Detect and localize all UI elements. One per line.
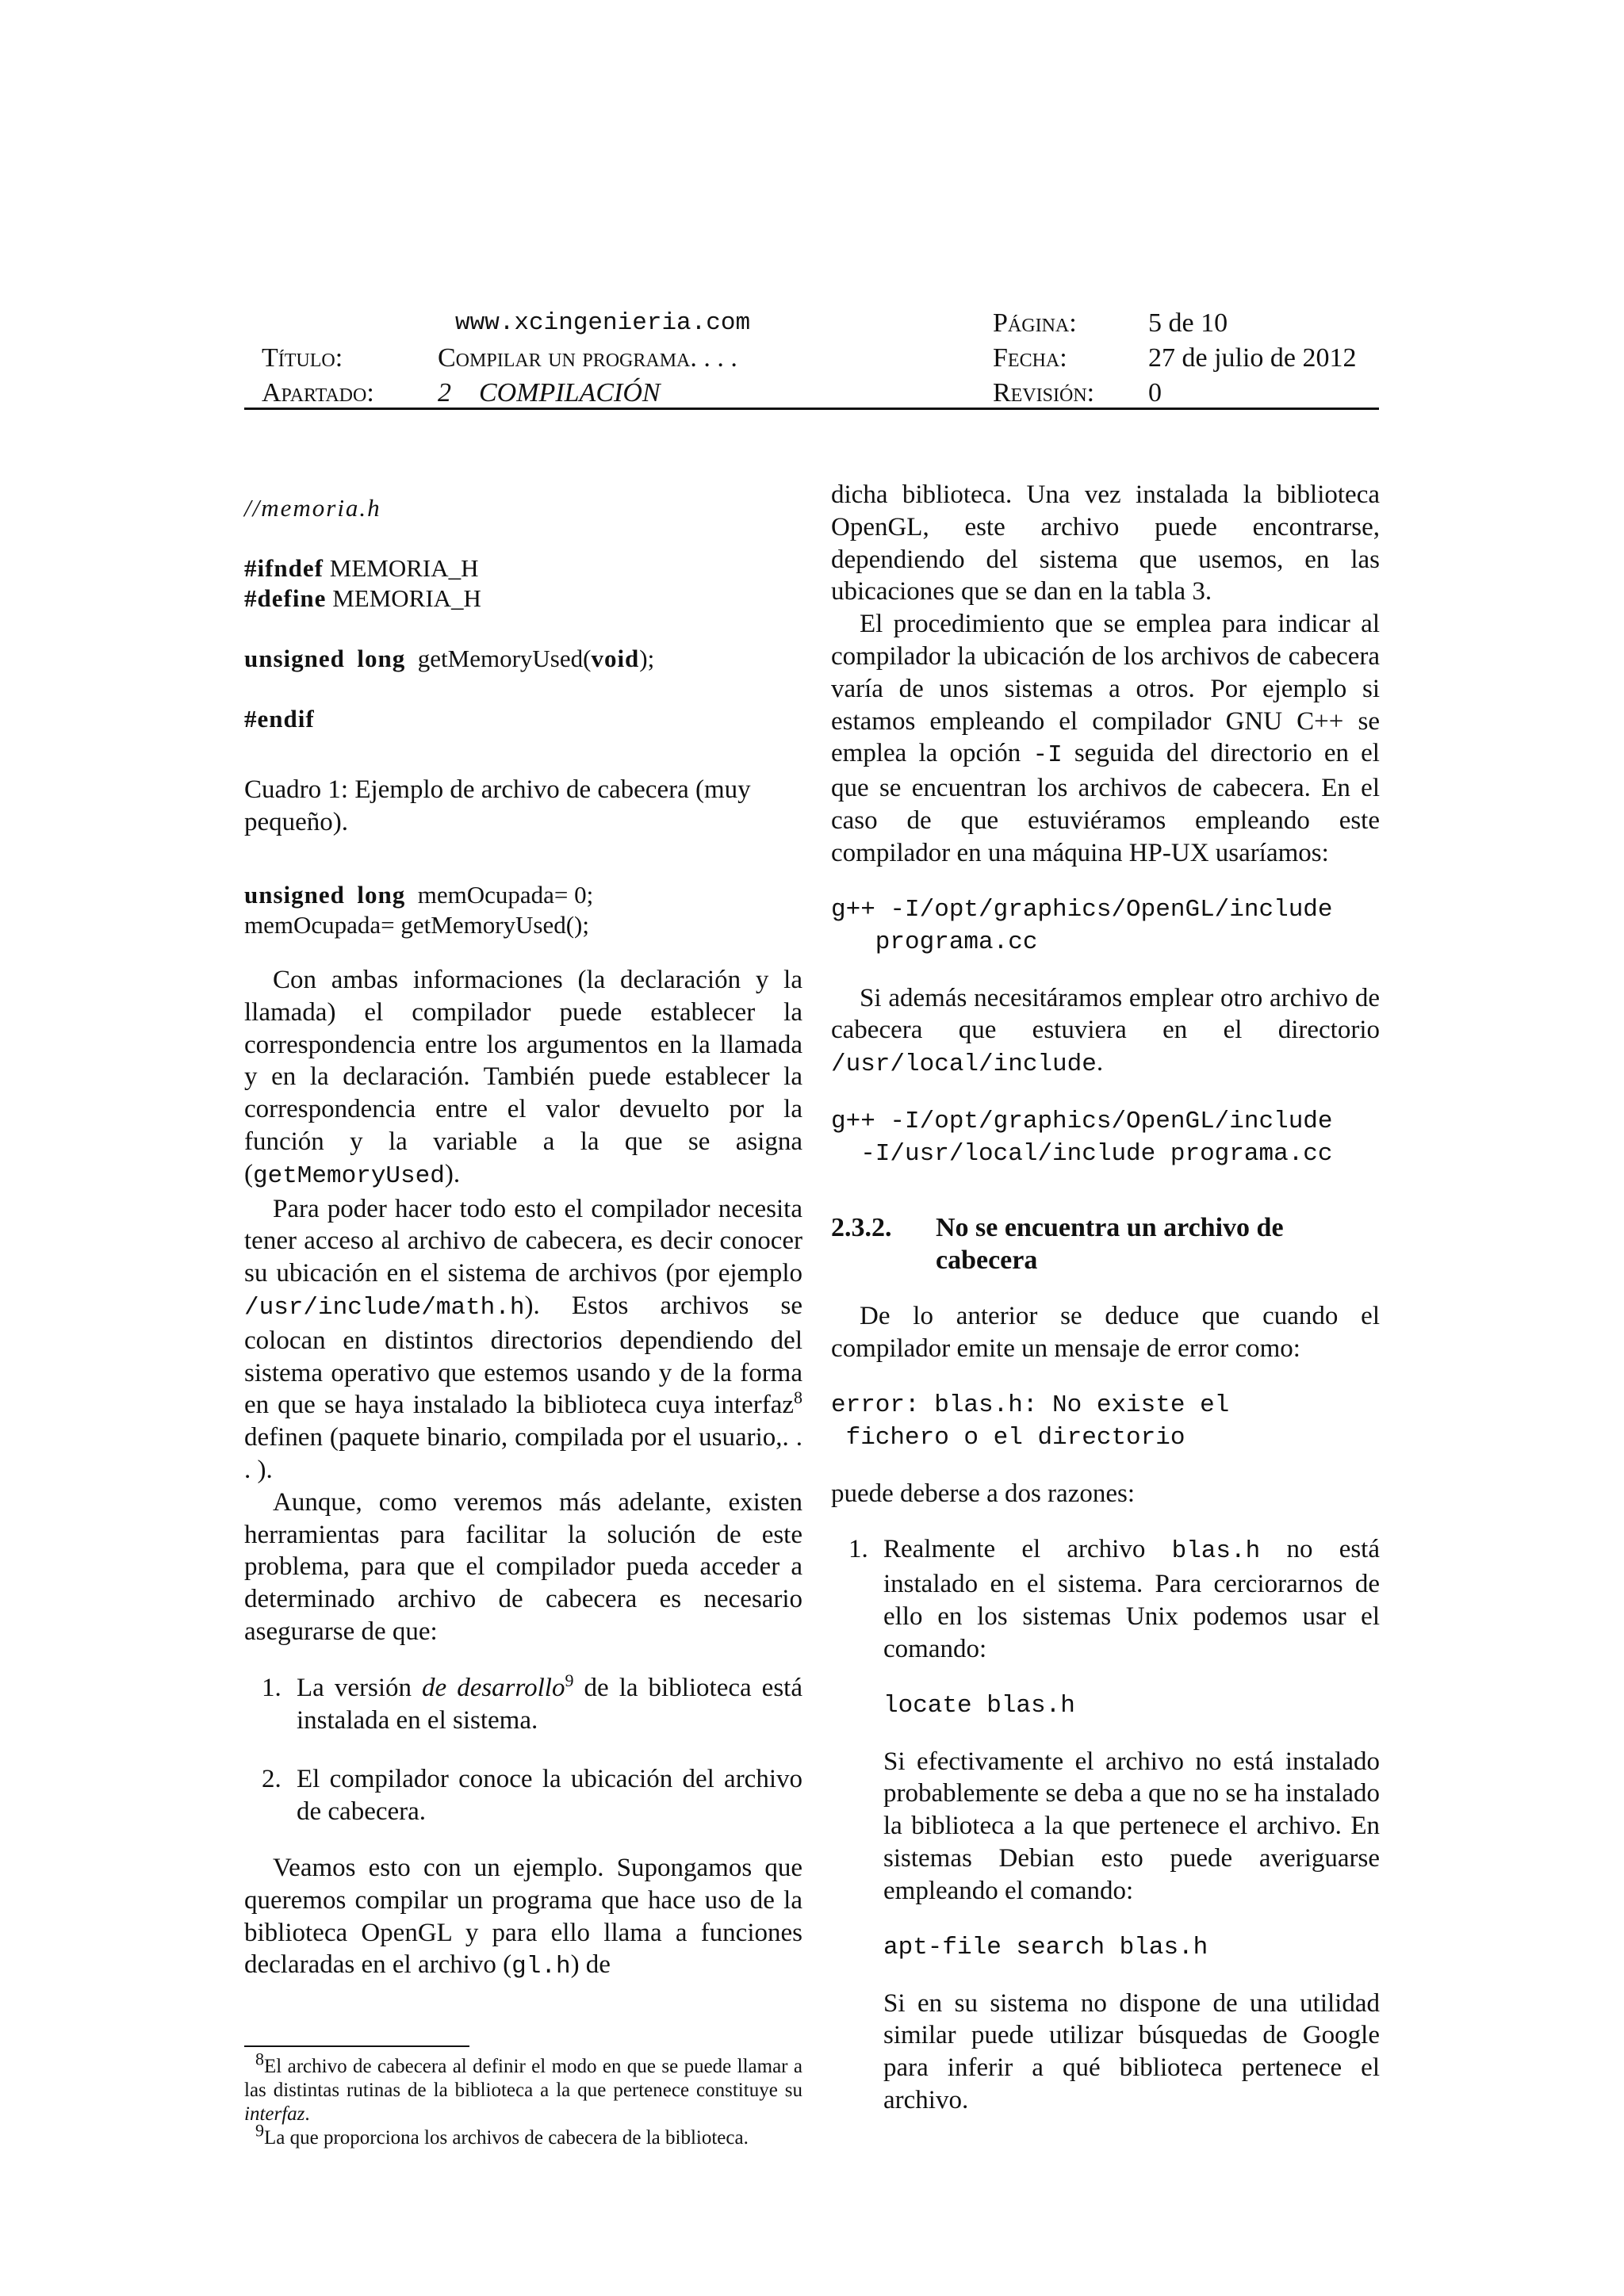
code-comment: //memoria.h — [244, 494, 381, 522]
code-fn-name: getMemoryUsed( — [417, 645, 592, 672]
left-list — [244, 1672, 802, 1828]
code2-line2: memOcupada= getMemoryUsed(); — [244, 911, 589, 939]
right-paragraph-2 — [831, 608, 1380, 869]
list-item-text-d: Si en su sistema no dispone de una utilidad similar puede utilizar búsquedas de Google para inferir a qué biblioteca pertenece el archivo. — [883, 1988, 1380, 2114]
footnote-ref-9: 9 — [565, 1670, 574, 1690]
section-number: 2.3.2. — [831, 1212, 892, 1242]
footnote-rule — [244, 2045, 469, 2047]
list-item-text: La versión — [297, 1673, 423, 1702]
footnote-end: . — [304, 2103, 310, 2125]
code-listing-call — [244, 880, 802, 940]
list-item — [244, 1672, 802, 1737]
code-kw-define: #define — [244, 584, 327, 612]
list-item-text: El compilador conoce la ubicación del archivo de cabecera. — [297, 1765, 802, 1827]
code2-kw-long: long — [357, 881, 406, 909]
command-hpux: g++ -I/opt/graphics/OpenGL/include programa.cc — [831, 895, 1333, 956]
left-paragraph-2 — [244, 1193, 802, 1487]
right-p2-code: -I — [1032, 741, 1063, 770]
header-apartado-num: 2 — [438, 378, 451, 408]
left-p4-text: Veamos esto con un ejemplo. Supongamos que queremos compilar un programa que hace uso de la biblioteca OpenGL y para ello llama a funciones declaradas en el archivo ( — [244, 1853, 802, 1980]
list-item-code: blas.h — [1171, 1537, 1261, 1566]
footnote-9 — [244, 2120, 802, 2150]
list-item-number: 1. — [262, 1673, 282, 1702]
header-fecha-label: Fecha: — [993, 343, 1067, 373]
footnote-number: 8 — [255, 2049, 264, 2069]
header-rule — [244, 408, 1379, 410]
list-item-emphasis: de desarrollo — [422, 1673, 565, 1702]
list-item-text-c: Si efectivamente el archivo no está instalado probablemente se deba a que no se ha instalado la biblioteca a la que pertenece el archivo. En sistemas Debian esto puede averiguarse empleando el comando: — [883, 1747, 1380, 1905]
header-pagina-value: 5 de 10 — [1148, 308, 1228, 338]
code-kw-unsigned: unsigned — [244, 645, 345, 672]
footnote-text: La que proporciona los archivos de cabecera de la biblioteca. — [264, 2127, 749, 2149]
command-apt-file: apt-file search blas.h — [883, 1933, 1208, 1961]
command-hpux-local: g++ -I/opt/graphics/OpenGL/include -I/usr/local/include programa.cc — [831, 1107, 1333, 1168]
code-kw-endif: #endif — [244, 705, 315, 733]
left-paragraph-1 — [244, 964, 802, 1193]
left-p4-code: gl.h — [511, 1953, 571, 1981]
code2-line1: memOcupada= 0; — [417, 881, 594, 909]
header-titulo-value: Compilar un programa. . . . — [438, 343, 737, 373]
error-message: error: blas.h: No existe el fichero o el directorio — [831, 1391, 1230, 1452]
code-listing-header — [244, 493, 802, 734]
list-item-number: 2. — [262, 1765, 282, 1794]
header-revision-value: 0 — [1148, 378, 1162, 408]
footnote-emphasis: interfaz — [244, 2103, 305, 2125]
right-list — [831, 1533, 1380, 2116]
code-define-arg: MEMORIA_H — [332, 584, 481, 612]
footnote-ref-8: 8 — [794, 1387, 802, 1408]
table-caption: Cuadro 1: Ejemplo de archivo de cabecera (muy pequeño). — [244, 775, 751, 836]
left-p2-text-b: ). Estos archivos se colocan en distintos directorios dependiendo del sistema operativo que estemos usando y de la forma en que se haya instalado la biblioteca cuya interfaz — [244, 1291, 802, 1420]
footnotes — [244, 2049, 802, 2150]
section-heading — [831, 1211, 1380, 1276]
list-item — [831, 1533, 1380, 2116]
left-p4-end: ) de — [570, 1950, 611, 1980]
left-paragraph-4 — [244, 1852, 802, 1984]
code-fn-end: ); — [639, 645, 655, 672]
right-p3-text: Si además necesitáramos emplear otro archivo de cabecera que estuviera en el directorio — [831, 983, 1380, 1045]
header-apartado-value: COMPILACIÓN — [479, 378, 661, 408]
list-item — [244, 1763, 802, 1828]
header-pagina-label: Página: — [993, 308, 1077, 338]
left-column — [244, 493, 802, 1984]
right-paragraph-4: De lo anterior se deduce que cuando el compilador emite un mensaje de error como: — [831, 1301, 1380, 1363]
header-apartado-label: Apartado: — [262, 378, 374, 408]
command-locate: locate blas.h — [883, 1691, 1075, 1720]
footnote-number: 9 — [255, 2120, 264, 2141]
left-paragraph-3: Aunque, como veremos más adelante, existen herramientas para facilitar la solución de este problema, para que el compilador pueda acceder a determinado archivo de cabecera es necesario asegurarse de que: — [244, 1487, 802, 1646]
left-p2-code: /usr/include/math.h — [244, 1293, 525, 1322]
right-p2-text-b: seguida del directorio en el que se encuentran los archivos de cabecera. En el caso de que estuviéramos empleando este compilador en una máquina HP-UX usaríamos: — [831, 739, 1380, 867]
header-site: www.xcingenieria.com — [455, 309, 751, 337]
right-p2-text: El procedimiento que se emplea para indicar al compilador la ubicación de los archivos de cabecera varía de unos sistemas a otros. Por ejemplo si estamos empleando el compilador GNU C++ se emplea la opción — [831, 610, 1380, 768]
right-paragraph-3 — [831, 982, 1380, 1081]
footnote-text: El archivo de cabecera al definir el modo en que se puede llamar a las distintas rutinas de la biblioteca a la que pertenece constituye su — [244, 2056, 802, 2101]
footnote-8 — [244, 2049, 802, 2126]
section-title: No se encuentra un archivo de cabecera — [936, 1212, 1284, 1275]
right-column — [831, 479, 1380, 2117]
left-p1-text: Con ambas informaciones (la declaración y la llamada) el compilador puede establecer la correspondencia entre los argumentos en la llamada y en la declaración. También puede establecer la correspondencia entre el valor devuelto por la función y la variable a la que se asigna ( — [244, 966, 802, 1188]
right-paragraph-1: dicha biblioteca. Una vez instalada la biblioteca OpenGL, este archivo puede encontrarse, dependiendo del sistema que usemos, en las ubicaciones que se dan en la tabla 3. — [831, 480, 1380, 607]
left-p2-text-c: definen (paquete binario, compilada por el usuario,. . . ). — [244, 1423, 802, 1484]
code-kw-ifndef: #ifndef — [244, 554, 324, 582]
header-revision-label: Revisión: — [993, 378, 1095, 408]
right-p3-code: /usr/local/include — [831, 1050, 1097, 1079]
list-item-text: Realmente el archivo — [883, 1535, 1172, 1564]
left-p2-text: Para poder hacer todo esto el compilador necesita tener acceso al archivo de cabecera, es decir conocer su ubicación en el sistema de archivos (por ejemplo — [244, 1194, 802, 1288]
left-p1-end: ). — [444, 1159, 461, 1188]
right-p3-end: . — [1096, 1048, 1104, 1077]
header-fecha-value: 27 de julio de 2012 — [1148, 343, 1357, 373]
code2-kw-unsigned: unsigned — [244, 881, 345, 909]
left-p1-code: getMemoryUsed — [253, 1161, 445, 1190]
code-ifndef-arg: MEMORIA_H — [329, 554, 479, 582]
right-paragraph-5: puede deberse a dos razones: — [831, 1479, 1135, 1508]
header-titulo-label: Título: — [262, 343, 343, 373]
list-item-text-b: no está instalado en el sistema. Para cerciorarnos de ello en los sistemas Unix podemos usar el comando: — [883, 1535, 1380, 1663]
list-item-text-b: de la biblioteca está instalada en el sistema. — [297, 1673, 802, 1735]
code-kw-void: void — [591, 645, 640, 672]
list-item-number: 1. — [848, 1535, 868, 1564]
code-kw-long: long — [357, 645, 406, 672]
